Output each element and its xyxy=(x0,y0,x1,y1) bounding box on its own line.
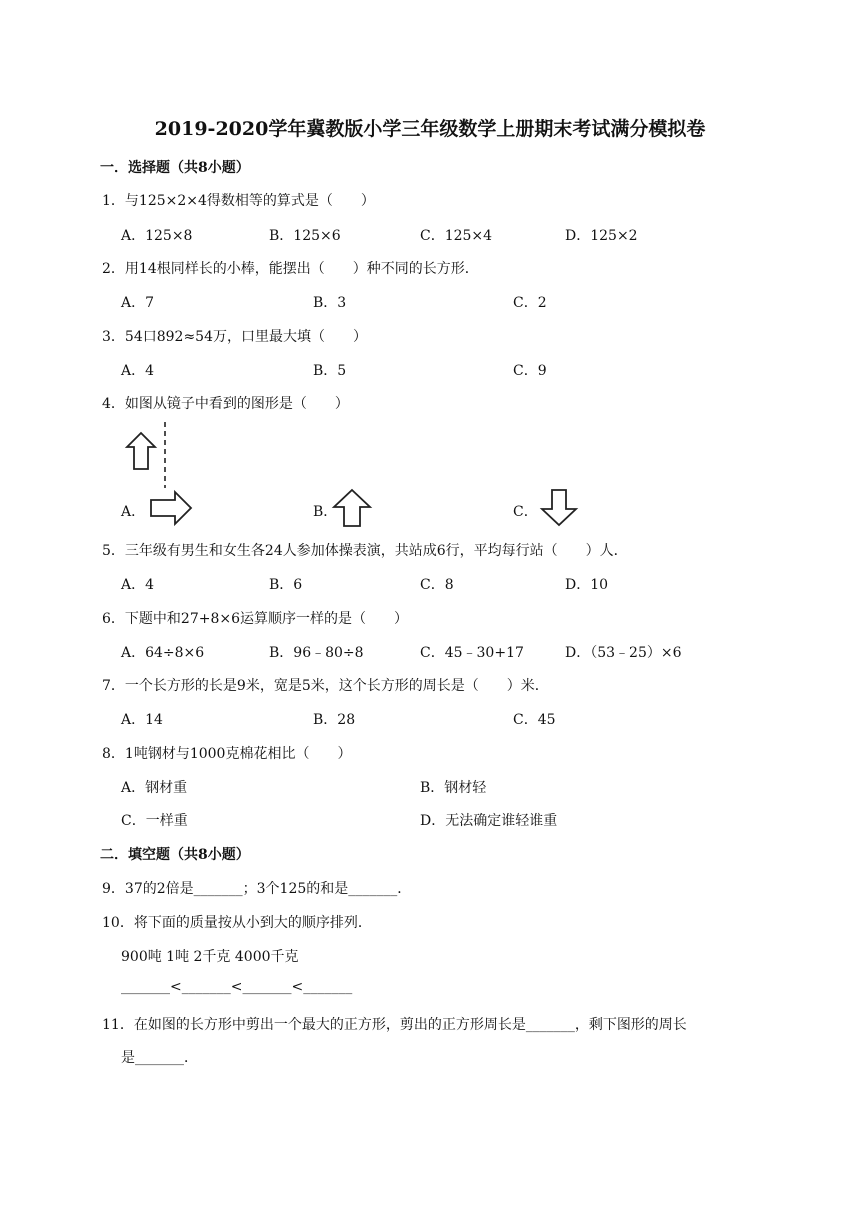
q4-option-a: A． xyxy=(121,504,146,520)
q4-option-b: B． xyxy=(313,504,338,520)
q1-option-d: D．125×2 xyxy=(565,228,638,244)
q1-option-c: C．125×4 xyxy=(420,228,493,244)
section-heading-fill: 二．填空题（共8小题） xyxy=(100,847,250,863)
question-1: 1．与125×2×4得数相等的算式是（ ） xyxy=(102,193,375,209)
q6-option-d: D．（53﹣25）×6 xyxy=(565,645,682,661)
section-heading-choice: 一．选择题（共8小题） xyxy=(100,160,250,176)
q8-option-b: B．钢材轻 xyxy=(420,780,487,796)
right-arrow-outline-icon xyxy=(148,489,194,527)
question-4: 4．如图从镜子中看到的图形是（ ） xyxy=(102,396,349,412)
q6-option-c: C．45﹣30+17 xyxy=(420,645,524,661)
q4-option-c: C． xyxy=(513,504,538,520)
q8-option-c: C．一样重 xyxy=(121,813,188,829)
q5-option-a: A．4 xyxy=(121,577,155,593)
question-10: 10．将下面的质量按从小到大的顺序排列． xyxy=(102,915,372,931)
question-11: 11．在如图的长方形中剪出一个最大的正方形，剪出的正方形周长是_______，剩下图形的周长 xyxy=(102,1017,687,1033)
q5-option-b: B．6 xyxy=(269,577,303,593)
q10-answer-blanks: _______<_______<_______<_______ xyxy=(121,979,353,995)
question-2: 2．用14根同样长的小棒，能摆出（ ）种不同的长方形． xyxy=(102,261,479,277)
q5-option-d: D．10 xyxy=(565,577,609,593)
q2-option-a: A．7 xyxy=(121,295,155,311)
q2-option-c: C．2 xyxy=(513,295,547,311)
up-arrow-outline-icon xyxy=(333,487,375,529)
question-9: 9．37的2倍是_______；3个125的和是_______． xyxy=(102,881,412,897)
question-11-continued: 是_______． xyxy=(121,1050,198,1066)
q7-option-c: C．45 xyxy=(513,712,556,728)
question-5: 5．三年级有男生和女生各24人参加体操表演，共站成6行，平均每行站（ ）人． xyxy=(102,543,628,559)
question-8: 8．1吨钢材与1000克棉花相比（ ） xyxy=(102,746,352,762)
q3-option-a: A．4 xyxy=(121,363,155,379)
page-title: 2019-2020学年冀教版小学三年级数学上册期末考试满分模拟卷 xyxy=(154,118,706,140)
q7-option-a: A．14 xyxy=(121,712,163,728)
q1-option-a: A．125×8 xyxy=(121,228,193,244)
question-6: 6．下题中和27+8×6运算顺序一样的是（ ） xyxy=(102,611,408,627)
down-arrow-outline-icon xyxy=(540,488,580,528)
q3-option-b: B．5 xyxy=(313,363,347,379)
question-7: 7．一个长方形的长是9米，宽是5米，这个长方形的周长是（ ）米． xyxy=(102,678,549,694)
q6-option-a: A．64÷8×6 xyxy=(121,645,205,661)
q10-quantities: 900吨 1吨 2千克 4000千克 xyxy=(121,949,299,965)
q5-option-c: C．8 xyxy=(420,577,454,593)
q8-option-a: A．钢材重 xyxy=(121,780,188,796)
q6-option-b: B．96﹣80÷8 xyxy=(269,645,364,661)
question-3: 3．54口892≈54万，口里最大填（ ） xyxy=(102,329,367,345)
up-arrow-outline-icon xyxy=(124,422,174,488)
q2-option-b: B．3 xyxy=(313,295,347,311)
q7-option-b: B．28 xyxy=(313,712,356,728)
q3-option-c: C．9 xyxy=(513,363,547,379)
q1-option-b: B．125×6 xyxy=(269,228,341,244)
q8-option-d: D．无法确定谁轻谁重 xyxy=(420,813,558,829)
